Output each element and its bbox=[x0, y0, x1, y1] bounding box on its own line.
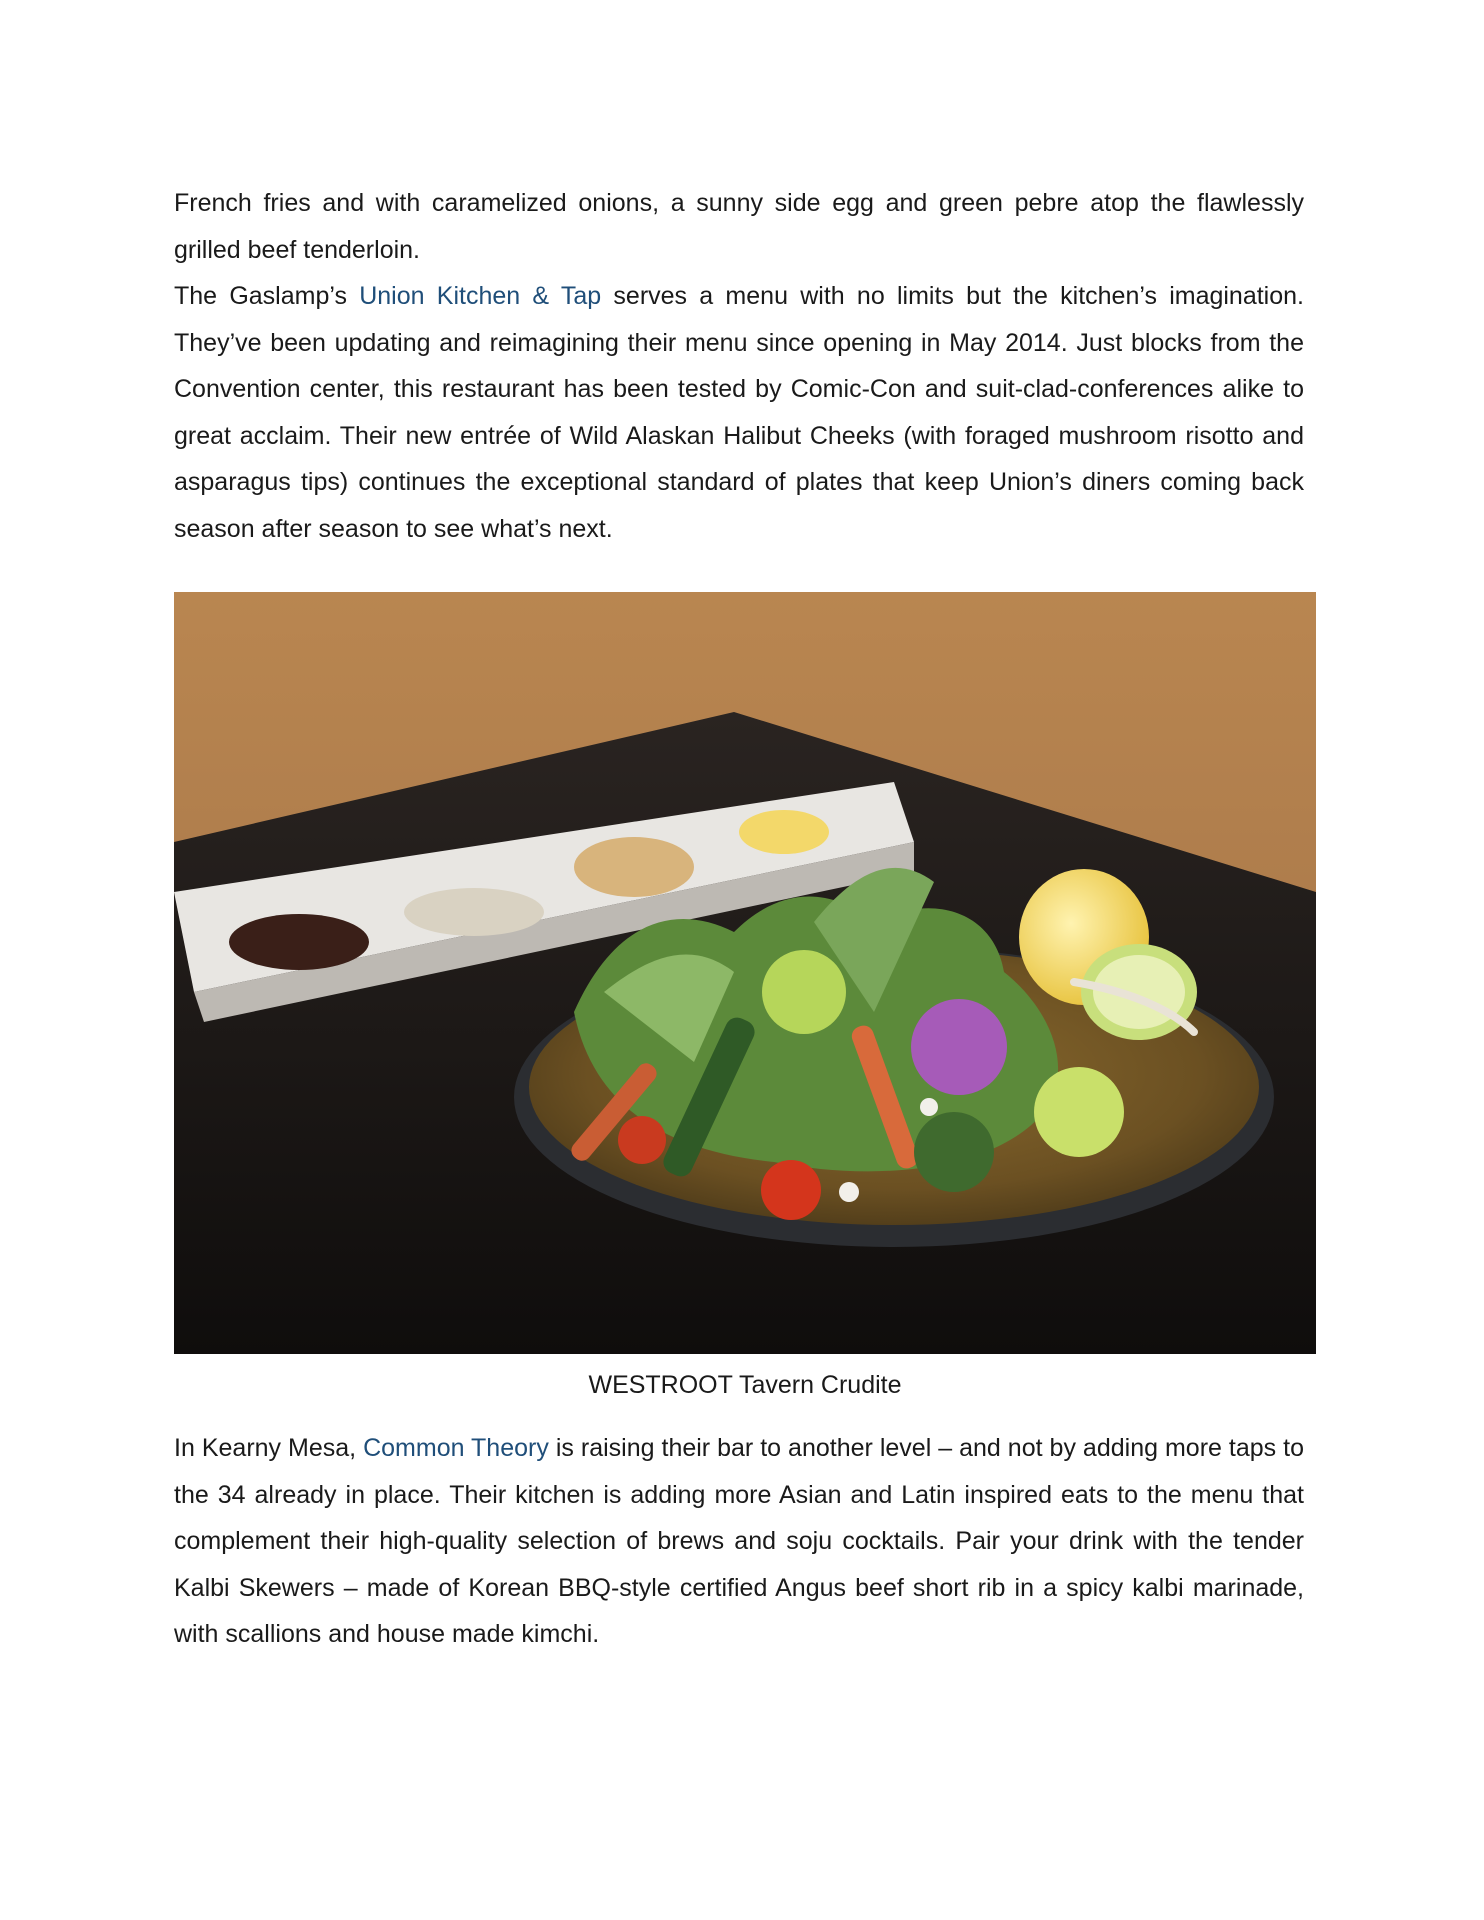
paragraph-common-theory bbox=[174, 1425, 1304, 1658]
union-kitchen-tap-link[interactable]: Union Kitchen & Tap bbox=[359, 282, 602, 310]
paragraph-beef-tenderloin bbox=[174, 180, 1304, 273]
paragraph-union-kitchen bbox=[174, 273, 1304, 552]
paragraph-text-before-link: The Gaslamp’s bbox=[174, 282, 360, 310]
crudite-photo-illustration bbox=[174, 592, 1316, 1354]
paragraph-text: French fries and with caramelized onions, a sunny side egg and green pebre atop the flawlessly grilled beef tenderloin. bbox=[174, 189, 1304, 264]
photo-caption: WESTROOT Tavern Crudite bbox=[588, 1371, 902, 1399]
common-theory-link[interactable]: Common Theory bbox=[363, 1434, 549, 1462]
paragraph-text-after-link: is raising their bar to another level – and not by adding more taps to the 34 already in place. Their kitchen is adding more Asian and Latin inspired eats to the menu that complement their high-quality selection of brews and soju cocktails. Pair your drink with the tender Kalbi Skewers – made of Korean BBQ-style certified Angus beef short rib in a spicy kalbi marinade, with scallions and house made kimchi. bbox=[174, 1434, 1305, 1648]
crudite-photo bbox=[174, 592, 1316, 1354]
paragraph-text-after-link: serves a menu with no limits but the kitchen’s imagination. They’ve been updating and reimagining their menu since opening in May 2014. Just blocks from the Convention center, this restaurant has been tested by Comic-Con and suit-clad-conferences alike to great acclaim. Their new entrée of Wild Alaskan Halibut Cheeks (with foraged mushroom risotto and asparagus tips) continues the exceptional standard of plates that keep Union’s diners coming back season after season to see what’s next. bbox=[174, 282, 1304, 543]
paragraph-text-before-link: In Kearny Mesa, bbox=[174, 1434, 364, 1462]
